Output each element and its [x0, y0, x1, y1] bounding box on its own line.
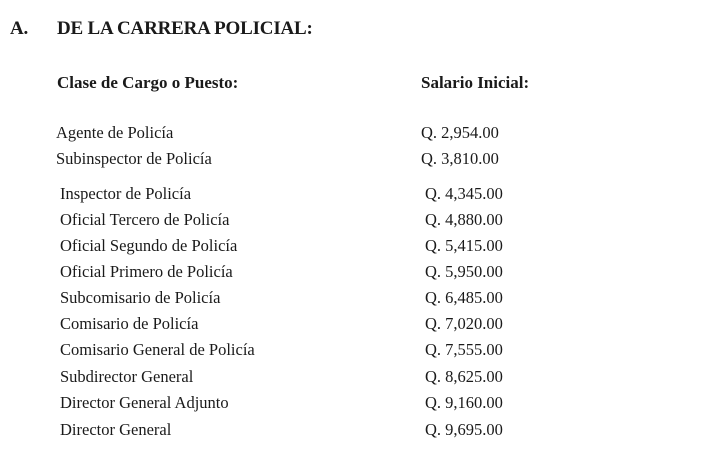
initial-salary: Q. 5,950.00: [425, 262, 503, 281]
salary-column-header: Salario Inicial:: [421, 73, 530, 92]
initial-salary: Q. 8,625.00: [425, 367, 503, 386]
table-row: [0, 262, 708, 286]
initial-salary: Q. 7,555.00: [425, 340, 503, 359]
initial-salary: Q. 4,345.00: [425, 184, 503, 203]
position-name: Subinspector de Policía: [56, 149, 212, 168]
position-name: Comisario General de Policía: [60, 340, 255, 359]
position-name: Director General: [60, 420, 172, 439]
position-name: Subcomisario de Policía: [60, 288, 221, 307]
position-column-header: Clase de Cargo o Puesto:: [57, 73, 239, 92]
table-row: [0, 123, 708, 147]
table-row: [0, 340, 708, 364]
section-title: DE LA CARRERA POLICIAL:: [57, 18, 313, 39]
initial-salary: Q. 2,954.00: [421, 123, 499, 142]
table-row: [0, 210, 708, 234]
initial-salary: Q. 9,160.00: [425, 393, 503, 412]
initial-salary: Q. 7,020.00: [425, 314, 503, 333]
table-row: [0, 149, 708, 173]
initial-salary: Q. 4,880.00: [425, 210, 503, 229]
initial-salary: Q. 9,695.00: [425, 420, 503, 439]
position-name: Oficial Segundo de Policía: [60, 236, 238, 255]
table-row: [0, 184, 708, 208]
position-name: Director General Adjunto: [60, 393, 229, 412]
table-row: [0, 236, 708, 260]
initial-salary: Q. 5,415.00: [425, 236, 503, 255]
table-row: [0, 288, 708, 312]
position-name: Comisario de Policía: [60, 314, 199, 333]
initial-salary: Q. 6,485.00: [425, 288, 503, 307]
position-name: Oficial Tercero de Policía: [60, 210, 230, 229]
table-row: [0, 393, 708, 417]
position-name: Agente de Policía: [56, 123, 174, 142]
position-name: Subdirector General: [60, 367, 194, 386]
position-name: Inspector de Policía: [60, 184, 192, 203]
table-row: [0, 420, 708, 444]
position-name: Oficial Primero de Policía: [60, 262, 233, 281]
section-letter: A.: [10, 18, 29, 39]
table-row: [0, 314, 708, 338]
table-row: [0, 367, 708, 391]
initial-salary: Q. 3,810.00: [421, 149, 499, 168]
